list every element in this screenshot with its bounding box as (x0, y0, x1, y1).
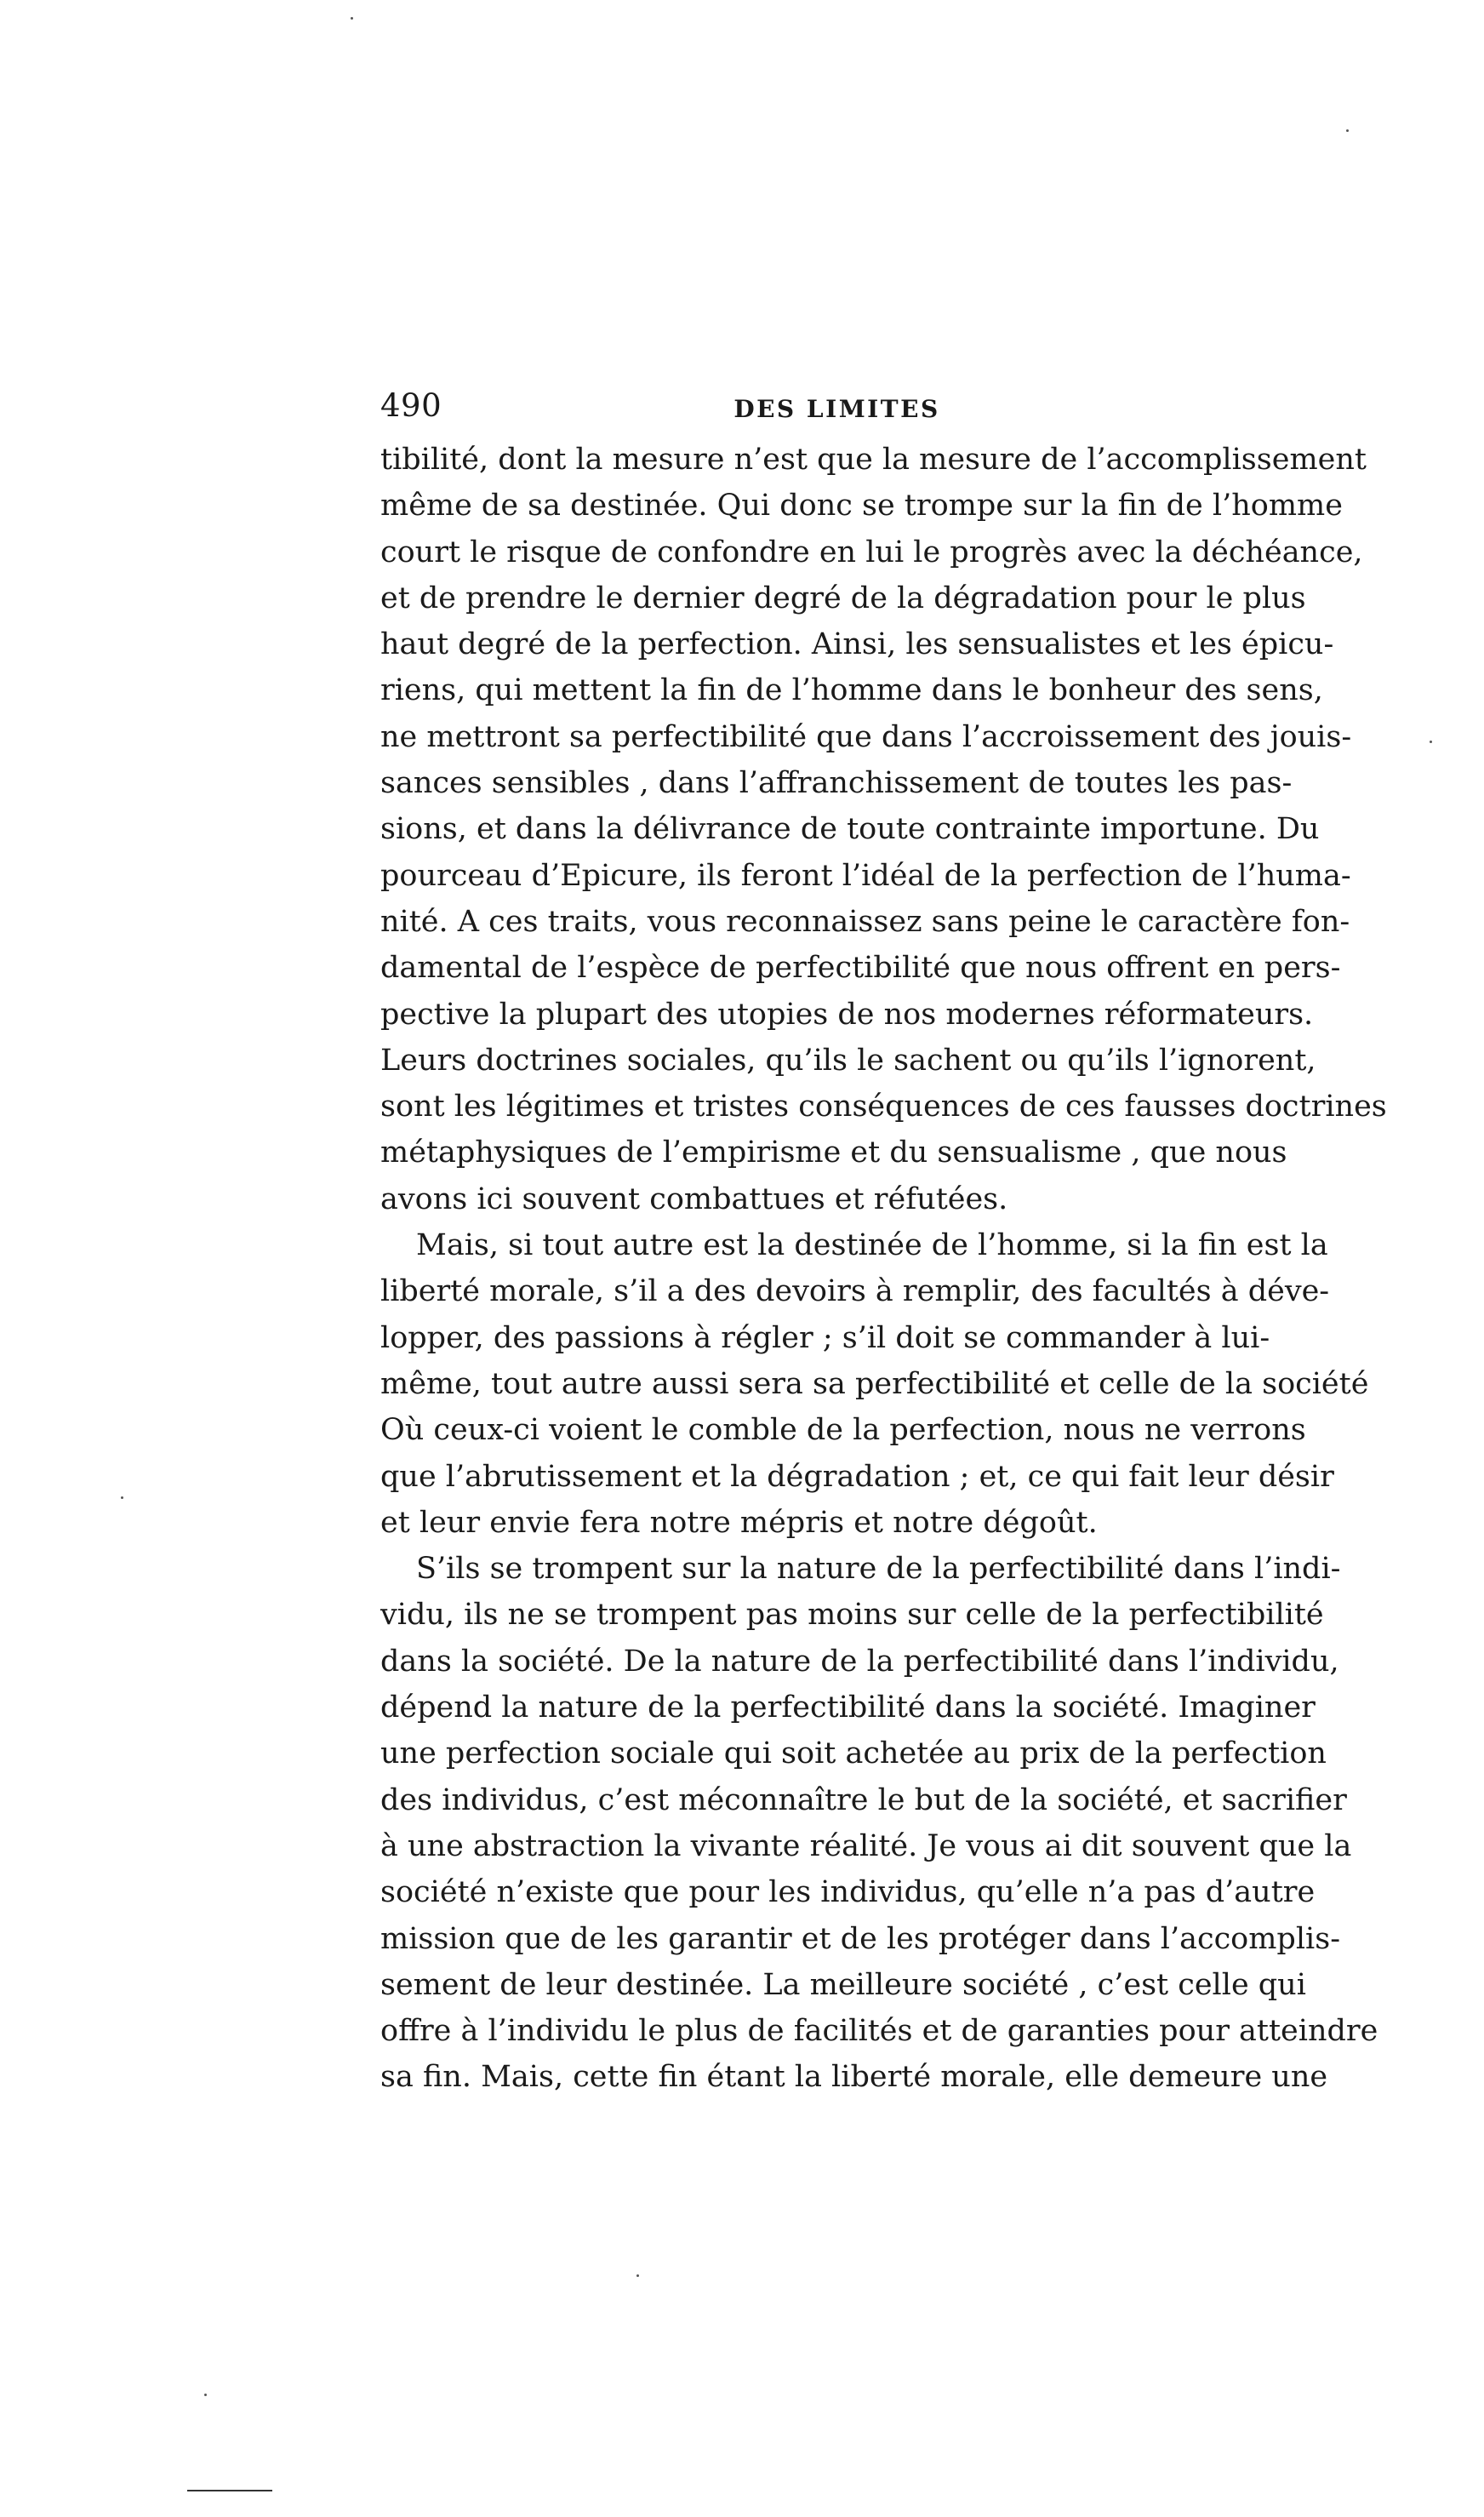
text-line: tibilité, dont la mesure n’est que la mesure de l’accomplissement (380, 443, 1367, 477)
scan-speck (121, 1496, 123, 1499)
scan-speck (1430, 741, 1432, 743)
text-line: des individus, c’est méconnaître le but de la société, et sacrifier (380, 1782, 1347, 1817)
text-line: sions, et dans la délivrance de toute contrainte importune. Du (380, 812, 1320, 847)
text-line: haut degré de la perfection. Ainsi, les sensualistes et les épicu- (380, 627, 1334, 662)
text-line: dépend la nature de la perfectibilité dans la société. Imaginer (380, 1690, 1316, 1725)
scan-speck (1346, 129, 1349, 132)
text-line: mission que de les garantir et de les protéger dans l’accomplis- (380, 1921, 1341, 1956)
running-head: DES LIMITES (733, 395, 940, 423)
text-line: riens, qui mettent la fin de l’homme dans le bonheur des sens, (380, 673, 1323, 708)
body-text (380, 437, 1387, 2101)
text-line: sa fin. Mais, cette fin étant la liberté morale, elle demeure une (380, 2060, 1328, 2095)
text-line: lopper, des passions à régler ; s’il doit se commander à lui- (380, 1320, 1270, 1355)
text-line: S’ils se trompent sur la nature de la perfectibilité dans l’indi- (416, 1552, 1341, 1587)
text-line: pourceau d’Epicure, ils feront l’idéal de la perfection de l’huma- (380, 858, 1351, 893)
text-line: vidu, ils ne se trompent pas moins sur celle de la perfectibilité (380, 1598, 1324, 1633)
text-line: même, tout autre aussi sera sa perfectibilité et celle de la société (380, 1366, 1369, 1401)
text-line: que l’abrutissement et la dégradation ; et, ce qui fait leur désir (380, 1459, 1334, 1494)
text-line: offre à l’individu le plus de facilités et de garanties pour atteindre (380, 2014, 1378, 2049)
text-line: Leurs doctrines sociales, qu’ils le sachent ou qu’ils l’ignorent, (380, 1043, 1316, 1078)
scan-speck (204, 2394, 207, 2396)
text-line: ne mettront sa perfectibilité que dans l’accroissement des jouis- (380, 719, 1352, 754)
text-line: court le risque de confondre en lui le progrès avec la déchéance, (380, 535, 1363, 569)
scan-speck (351, 17, 353, 20)
text-line: pective la plupart des utopies de nos modernes réformateurs. (380, 997, 1314, 1032)
scan-speck (636, 2274, 639, 2277)
text-line: société n’existe que pour les individus, qu’elle n’a pas d’autre (380, 1875, 1316, 1910)
text-line: Où ceux-ci voient le comble de la perfection, nous ne verrons (380, 1413, 1306, 1448)
text-line: métaphysiques de l’empirisme et du sensualisme , que nous (380, 1136, 1287, 1170)
text-line: sances sensibles , dans l’affranchissement de toutes les pas- (380, 766, 1293, 801)
text-line: à une abstraction la vivante réalité. Je vous ai dit souvent que la (380, 1828, 1352, 1863)
text-line: une perfection sociale qui soit achetée au prix de la perfection (380, 1736, 1327, 1771)
text-line: même de sa destinée. Qui donc se trompe sur la fin de l’homme (380, 489, 1343, 523)
text-line: et leur envie fera notre mépris et notre dégoût. (380, 1505, 1098, 1540)
text-line: et de prendre le dernier degré de la dégradation pour le plus (380, 581, 1306, 615)
footer-rule (187, 2490, 272, 2491)
text-line: dans la société. De la nature de la perfectibilité dans l’individu, (380, 1644, 1339, 1679)
page-number: 490 (380, 387, 442, 424)
page-header (380, 380, 1268, 432)
text-line: Mais, si tout autre est la destinée de l’homme, si la fin est la (416, 1228, 1328, 1263)
text-line: avons ici souvent combattues et réfutées. (380, 1181, 1008, 1216)
text-line: damental de l’espèce de perfectibilité que nous offrent en pers- (380, 951, 1341, 986)
text-line: sement de leur destinée. La meilleure société , c’est celle qui (380, 1967, 1306, 2002)
text-line: nité. A ces traits, vous reconnaissez sans peine le caractère fon- (380, 904, 1350, 939)
text-line: sont les légitimes et tristes conséquences de ces fausses doctrines (380, 1090, 1387, 1124)
text-line: liberté morale, s’il a des devoirs à remplir, des facultés à déve- (380, 1274, 1330, 1309)
